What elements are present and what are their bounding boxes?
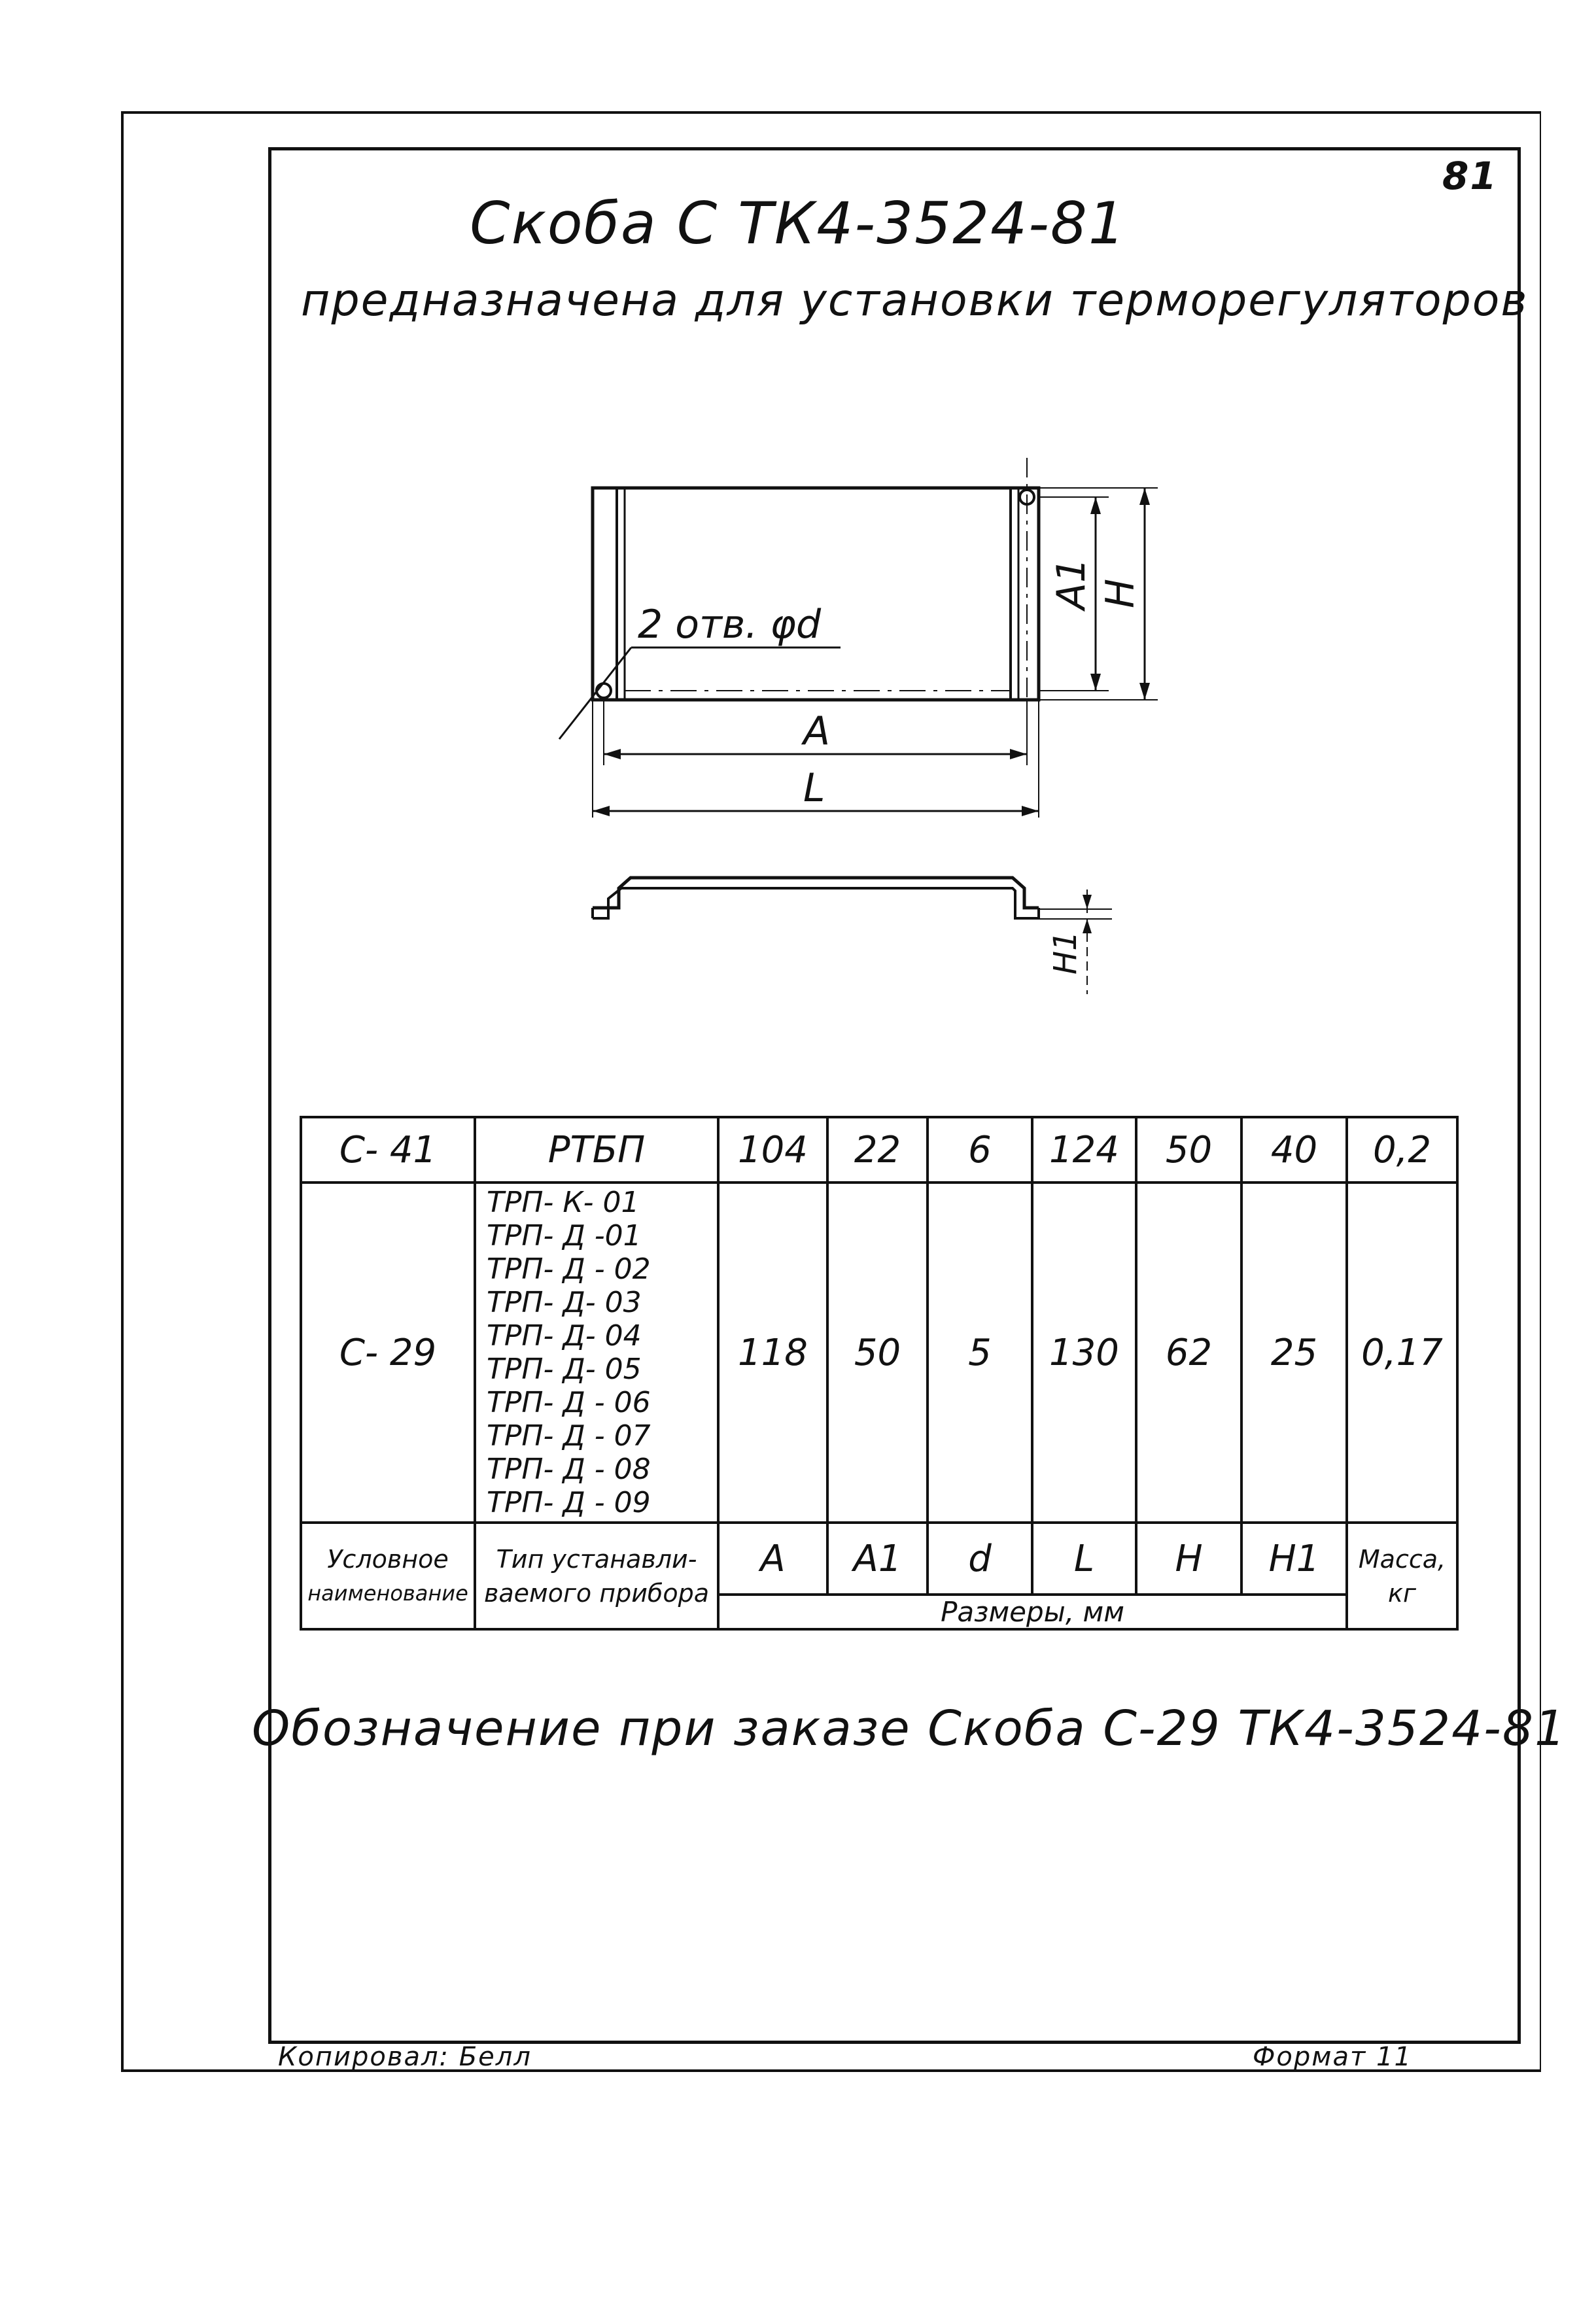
header-type-line1: Тип устанавли- <box>496 1544 697 1574</box>
type-item: ТРП- Д- 03 <box>487 1286 642 1319</box>
header-type <box>475 1523 718 1629</box>
sheet-number: 81 <box>1442 154 1498 198</box>
header-d: d <box>928 1523 1032 1595</box>
hole-left <box>597 683 611 698</box>
type-item: ТРП- Д- 04 <box>487 1319 642 1353</box>
header-H: H <box>1136 1523 1241 1595</box>
table-row <box>301 1183 1457 1523</box>
dim-label-A: A <box>803 708 831 754</box>
header-H1: H1 <box>1241 1523 1347 1595</box>
cell-A: 118 <box>718 1183 827 1523</box>
cell-L: 124 <box>1032 1117 1136 1183</box>
header-name <box>301 1523 475 1629</box>
type-item: ТРП- Д - 07 <box>487 1419 651 1453</box>
table-header-row <box>301 1523 1457 1595</box>
hole-label-leader <box>559 648 631 739</box>
format-label: Формат 11 <box>1253 2042 1412 2072</box>
cell-name: С- 29 <box>301 1183 475 1523</box>
page-title: Скоба С ТК4-3524-81 <box>470 190 1126 257</box>
cell-H: 50 <box>1136 1117 1241 1183</box>
cell-A: 104 <box>718 1117 827 1183</box>
type-item: ТРП- К- 01 <box>487 1186 640 1219</box>
bracket-plate-outline <box>593 488 1039 700</box>
type-item: ТРП- Д -01 <box>487 1219 642 1252</box>
header-A1: A1 <box>827 1523 928 1595</box>
dim-label-H1: H1 <box>1047 931 1084 975</box>
header-mass-line2: кг <box>1388 1578 1416 1608</box>
page-subtitle: предназначена для установки терморегуляторов <box>301 275 1529 326</box>
header-type-line2: ваемого прибора <box>483 1578 710 1608</box>
type-item: ТРП- Д- 05 <box>487 1353 642 1386</box>
type-item: ТРП- Д - 08 <box>487 1453 651 1486</box>
cell-A1: 50 <box>827 1183 928 1523</box>
cell-types <box>475 1183 718 1523</box>
cell-A1: 22 <box>827 1117 928 1183</box>
cell-d: 6 <box>928 1117 1032 1183</box>
header-L: L <box>1032 1523 1136 1595</box>
cell-mass: 0,2 <box>1347 1117 1457 1183</box>
table-row <box>301 1117 1457 1183</box>
order-designation: Обозначение при заказе Скоба С-29 ТК4-3524-81 <box>252 1701 1567 1757</box>
cell-H: 62 <box>1136 1183 1241 1523</box>
cell-H1: 40 <box>1241 1117 1347 1183</box>
dim-label-L: L <box>803 765 825 811</box>
header-units: Размеры, мм <box>718 1595 1347 1629</box>
header-A: A <box>718 1523 827 1595</box>
header-mass-line1: Масса, <box>1358 1544 1446 1574</box>
bracket-drawing <box>0 0 1596 1046</box>
type-item: ТРП- Д - 06 <box>487 1386 651 1419</box>
bracket-side-profile <box>593 878 1039 908</box>
header-name-line2: наименование <box>307 1580 468 1606</box>
cell-name: С- 41 <box>301 1117 475 1183</box>
cell-H1: 25 <box>1241 1183 1347 1523</box>
type-item: ТРП- Д - 09 <box>487 1486 651 1519</box>
cell-types: РТБП <box>475 1117 718 1183</box>
header-name-line1: Условное <box>327 1544 449 1574</box>
dim-label-H: H <box>1098 578 1143 608</box>
cell-mass: 0,17 <box>1347 1183 1457 1523</box>
copied-by: Копировал: Белл <box>278 2042 532 2072</box>
dim-label-A1: A1 <box>1049 557 1094 610</box>
cell-d: 5 <box>928 1183 1032 1523</box>
cell-L: 130 <box>1032 1183 1136 1523</box>
holes-label: 2 отв. φd <box>638 602 822 648</box>
spec-table <box>300 1116 1459 1631</box>
header-mass <box>1347 1523 1457 1629</box>
type-item: ТРП- Д - 02 <box>487 1252 651 1286</box>
